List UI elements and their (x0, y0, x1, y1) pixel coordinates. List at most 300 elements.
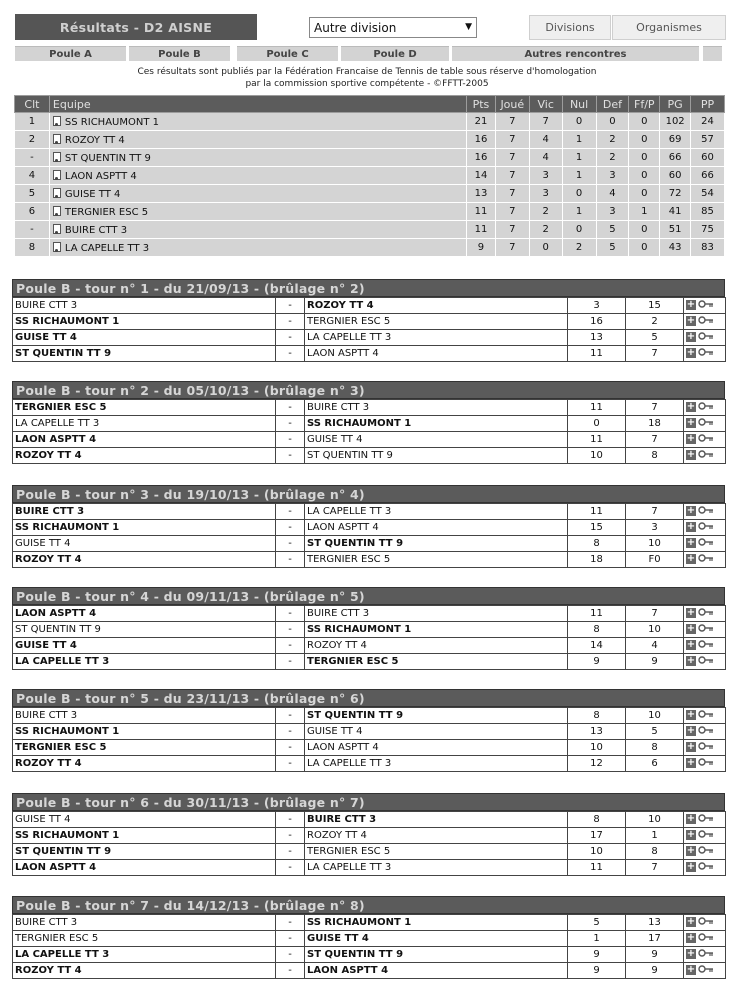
away-team: LAON ASPTT 4 (305, 740, 568, 756)
standings-cell: 5 (596, 221, 629, 239)
away-team: ROZOY TT 4 (305, 638, 568, 654)
away-team: BUIRE CTT 3 (305, 812, 568, 828)
match-separator: - (276, 860, 305, 876)
match-actions (684, 536, 726, 552)
match-actions (684, 860, 726, 876)
home-score: 10 (568, 740, 626, 756)
match-row (13, 947, 726, 963)
away-score: 7 (626, 504, 684, 520)
team-name[interactable]: ROZOY TT 4 (64, 134, 125, 146)
plus-icon[interactable]: + (686, 417, 696, 429)
standings-row (15, 185, 725, 203)
standings-cell: 57 (691, 131, 725, 149)
match-separator: - (276, 536, 305, 552)
away-team: BUIRE CTT 3 (305, 606, 568, 622)
away-team: GUISE TT 4 (305, 724, 568, 740)
key-icon[interactable] (698, 522, 714, 533)
match-separator: - (276, 622, 305, 638)
key-icon[interactable] (698, 402, 714, 413)
round-matches-table (12, 297, 726, 362)
standings-team-cell[interactable] (49, 203, 466, 221)
standings-cell: 0 (629, 221, 660, 239)
home-score: 16 (568, 314, 626, 330)
document-icon[interactable] (53, 224, 61, 234)
key-icon[interactable] (698, 830, 714, 841)
team-name[interactable]: ST QUENTIN TT 9 (64, 152, 151, 164)
away-team: LA CAPELLE TT 3 (305, 504, 568, 520)
standings-cell: 7 (495, 113, 529, 131)
standings-cell: 0 (629, 149, 660, 167)
standings-cell: 9 (467, 239, 496, 257)
plus-icon[interactable]: + (686, 607, 696, 619)
home-score: 8 (568, 536, 626, 552)
standings-header-cell: Pts (467, 96, 496, 113)
standings-cell: 75 (691, 221, 725, 239)
organismes-button[interactable]: Organismes (612, 15, 726, 40)
round-title: Poule B - tour n° 4 - du 09/11/13 - (brûlage n° 5) (12, 587, 725, 605)
standings-row (15, 113, 725, 131)
document-icon[interactable] (53, 116, 61, 126)
match-row (13, 330, 726, 346)
plus-icon[interactable]: + (686, 964, 696, 976)
home-team: LA CAPELLE TT 3 (13, 416, 276, 432)
match-separator: - (276, 346, 305, 362)
standings-header-cell: Vic (529, 96, 562, 113)
standings-header-cell: Joué (495, 96, 529, 113)
key-icon[interactable] (698, 418, 714, 429)
standings-cell: 11 (467, 203, 496, 221)
plus-icon[interactable]: + (686, 449, 696, 461)
key-icon[interactable] (698, 624, 714, 635)
key-icon[interactable] (698, 300, 714, 311)
match-row (13, 724, 726, 740)
away-score: 10 (626, 536, 684, 552)
key-icon[interactable] (698, 316, 714, 327)
away-score: 18 (626, 416, 684, 432)
match-actions (684, 314, 726, 330)
team-name[interactable]: TERGNIER ESC 5 (64, 206, 149, 218)
away-team: SS RICHAUMONT 1 (305, 915, 568, 931)
key-icon[interactable] (698, 862, 714, 873)
key-icon[interactable] (698, 933, 714, 944)
plus-icon[interactable]: + (686, 505, 696, 517)
home-team: SS RICHAUMONT 1 (13, 520, 276, 536)
home-score: 11 (568, 346, 626, 362)
standings-cell: 3 (596, 203, 629, 221)
key-icon[interactable] (698, 710, 714, 721)
plus-icon[interactable]: + (686, 916, 696, 928)
standings-team-cell[interactable] (49, 185, 466, 203)
key-icon[interactable] (698, 742, 714, 753)
standings-table (14, 95, 725, 257)
home-team: GUISE TT 4 (13, 812, 276, 828)
document-icon[interactable] (53, 188, 61, 198)
away-team: LA CAPELLE TT 3 (305, 330, 568, 346)
match-separator: - (276, 504, 305, 520)
match-row (13, 963, 726, 979)
home-team: ST QUENTIN TT 9 (13, 346, 276, 362)
match-actions (684, 298, 726, 314)
standings-cell: 85 (691, 203, 725, 221)
match-separator: - (276, 740, 305, 756)
key-icon[interactable] (698, 348, 714, 359)
match-row (13, 740, 726, 756)
away-team: TERGNIER ESC 5 (305, 844, 568, 860)
standings-cell: 1 (562, 167, 596, 185)
plus-icon[interactable]: + (686, 433, 696, 445)
key-icon[interactable] (698, 332, 714, 343)
standings-cell: 43 (660, 239, 691, 257)
match-separator: - (276, 432, 305, 448)
standings-team-cell[interactable] (49, 167, 466, 185)
standings-cell: 16 (467, 131, 496, 149)
match-actions (684, 724, 726, 740)
away-team: LA CAPELLE TT 3 (305, 756, 568, 772)
plus-icon[interactable]: + (686, 709, 696, 721)
away-score: F0 (626, 552, 684, 568)
tab-poule-c[interactable]: Poule C (237, 46, 338, 61)
standings-cell: 60 (691, 149, 725, 167)
match-separator: - (276, 947, 305, 963)
team-name[interactable]: GUISE TT 4 (64, 188, 121, 200)
standings-cell: 2 (529, 203, 562, 221)
home-score: 8 (568, 812, 626, 828)
match-row (13, 298, 726, 314)
key-icon[interactable] (698, 846, 714, 857)
standings-header-cell: Equipe (49, 96, 466, 113)
round-title: Poule B - tour n° 5 - du 23/11/13 - (brûlage n° 6) (12, 689, 725, 707)
team-name[interactable]: SS RICHAUMONT 1 (64, 116, 159, 128)
match-actions (684, 346, 726, 362)
home-score: 9 (568, 654, 626, 670)
header-bar (15, 14, 726, 40)
standings-cell: 83 (691, 239, 725, 257)
standings-row (15, 239, 725, 257)
home-score: 8 (568, 622, 626, 638)
key-icon[interactable] (698, 506, 714, 517)
away-score: 1 (626, 828, 684, 844)
standings-cell: 2 (596, 131, 629, 149)
standings-cell: 7 (495, 131, 529, 149)
away-team: TERGNIER ESC 5 (305, 654, 568, 670)
standings-cell: 4 (529, 149, 562, 167)
match-actions (684, 931, 726, 947)
match-row (13, 552, 726, 568)
round-title: Poule B - tour n° 6 - du 30/11/13 - (brûlage n° 7) (12, 793, 725, 811)
home-team: ROZOY TT 4 (13, 963, 276, 979)
plus-icon[interactable]: + (686, 845, 696, 857)
match-row (13, 638, 726, 654)
key-icon[interactable] (698, 917, 714, 928)
chevron-down-icon: ▼ (465, 22, 472, 32)
plus-icon[interactable]: + (686, 725, 696, 737)
match-separator: - (276, 314, 305, 330)
round-title: Poule B - tour n° 3 - du 19/10/13 - (brûlage n° 4) (12, 485, 725, 503)
key-icon[interactable] (698, 608, 714, 619)
standings-cell: 7 (495, 167, 529, 185)
standings-cell: 0 (629, 131, 660, 149)
home-score: 11 (568, 860, 626, 876)
round-title: Poule B - tour n° 7 - du 14/12/13 - (brûlage n° 8) (12, 896, 725, 914)
standings-cell: 21 (467, 113, 496, 131)
key-icon[interactable] (698, 656, 714, 667)
match-actions (684, 520, 726, 536)
standings-cell: - (15, 221, 50, 239)
tab-poule-a[interactable]: Poule A (15, 46, 126, 61)
standings-team-cell[interactable] (49, 239, 466, 257)
standings-row (15, 221, 725, 239)
standings-body (15, 113, 725, 257)
standings-cell: 0 (562, 185, 596, 203)
round-matches-table (12, 707, 726, 772)
match-actions (684, 552, 726, 568)
standings-cell: 2 (15, 131, 50, 149)
home-score: 12 (568, 756, 626, 772)
standings-cell: 7 (495, 149, 529, 167)
match-separator: - (276, 400, 305, 416)
match-row (13, 915, 726, 931)
round-title: Poule B - tour n° 2 - du 05/10/13 - (brûlage n° 3) (12, 381, 725, 399)
key-icon[interactable] (698, 434, 714, 445)
document-icon[interactable] (53, 134, 61, 144)
home-score: 18 (568, 552, 626, 568)
plus-icon[interactable]: + (686, 757, 696, 769)
standings-team-cell[interactable] (49, 221, 466, 239)
match-actions (684, 740, 726, 756)
match-actions (684, 416, 726, 432)
standings-cell: 7 (495, 221, 529, 239)
plus-icon[interactable]: + (686, 331, 696, 343)
plus-icon[interactable]: + (686, 299, 696, 311)
standings-cell: 1 (629, 203, 660, 221)
away-score: 5 (626, 724, 684, 740)
away-score: 7 (626, 432, 684, 448)
match-actions (684, 432, 726, 448)
plus-icon[interactable]: + (686, 347, 696, 359)
home-score: 17 (568, 828, 626, 844)
team-name[interactable]: LAON ASPTT 4 (64, 170, 137, 182)
plus-icon[interactable]: + (686, 623, 696, 635)
home-score: 14 (568, 638, 626, 654)
home-score: 3 (568, 298, 626, 314)
match-row (13, 536, 726, 552)
away-team: BUIRE CTT 3 (305, 400, 568, 416)
match-actions (684, 622, 726, 638)
round-matches-table (12, 605, 726, 670)
away-team: ST QUENTIN TT 9 (305, 536, 568, 552)
standings-row (15, 167, 725, 185)
match-separator: - (276, 724, 305, 740)
standings-cell: 2 (596, 149, 629, 167)
home-score: 10 (568, 448, 626, 464)
plus-icon[interactable]: + (686, 829, 696, 841)
match-row (13, 448, 726, 464)
standings-cell: 0 (562, 113, 596, 131)
team-name[interactable]: BUIRE CTT 3 (64, 224, 128, 236)
key-icon[interactable] (698, 640, 714, 651)
key-icon[interactable] (698, 554, 714, 565)
standings-team-cell[interactable] (49, 131, 466, 149)
division-select-value: Autre division (314, 20, 397, 35)
away-team: ST QUENTIN TT 9 (305, 708, 568, 724)
away-score: 8 (626, 844, 684, 860)
home-team: LAON ASPTT 4 (13, 606, 276, 622)
standings-header-cell: PG (660, 96, 691, 113)
away-team: LA CAPELLE TT 3 (305, 860, 568, 876)
plus-icon[interactable]: + (686, 813, 696, 825)
round-block (12, 587, 725, 670)
document-icon[interactable] (53, 170, 61, 180)
standings-cell: 3 (529, 167, 562, 185)
key-icon[interactable] (698, 758, 714, 769)
standings-cell: 24 (691, 113, 725, 131)
match-row (13, 708, 726, 724)
document-icon[interactable] (53, 242, 61, 252)
round-matches-table (12, 503, 726, 568)
match-separator: - (276, 828, 305, 844)
plus-icon[interactable]: + (686, 521, 696, 533)
standings-cell: 4 (529, 131, 562, 149)
match-separator: - (276, 915, 305, 931)
notice-line-1: Ces résultats sont publiés par la Fédération Francaise de Tennis de table sous réserve d'homologation (137, 67, 597, 77)
key-icon[interactable] (698, 726, 714, 737)
match-row (13, 504, 726, 520)
home-score: 15 (568, 520, 626, 536)
team-name[interactable]: LA CAPELLE TT 3 (64, 242, 150, 254)
plus-icon[interactable]: + (686, 315, 696, 327)
plus-icon[interactable]: + (686, 932, 696, 944)
match-row (13, 654, 726, 670)
match-separator: - (276, 448, 305, 464)
away-score: 9 (626, 963, 684, 979)
match-separator: - (276, 552, 305, 568)
standings-cell: 11 (467, 221, 496, 239)
standings-team-cell[interactable] (49, 149, 466, 167)
standings-row (15, 149, 725, 167)
key-icon[interactable] (698, 450, 714, 461)
match-separator: - (276, 756, 305, 772)
match-actions (684, 756, 726, 772)
away-score: 9 (626, 654, 684, 670)
plus-icon[interactable]: + (686, 537, 696, 549)
match-actions (684, 844, 726, 860)
away-team: ROZOY TT 4 (305, 298, 568, 314)
standings-cell: 60 (660, 167, 691, 185)
match-actions (684, 708, 726, 724)
match-separator: - (276, 606, 305, 622)
plus-icon[interactable]: + (686, 741, 696, 753)
tab-poule-d[interactable]: Poule D (341, 46, 449, 61)
plus-icon[interactable]: + (686, 655, 696, 667)
match-actions (684, 654, 726, 670)
standings-cell: 2 (529, 221, 562, 239)
page-title: Résultats - D2 AISNE (15, 14, 257, 40)
match-row (13, 520, 726, 536)
standings-cell: 54 (691, 185, 725, 203)
key-icon[interactable] (698, 814, 714, 825)
division-select[interactable] (309, 17, 477, 38)
tab-poule-b[interactable]: Poule B (129, 46, 230, 61)
standings-row (15, 131, 725, 149)
match-row (13, 346, 726, 362)
standings-team-cell[interactable] (49, 113, 466, 131)
standings-cell: 0 (529, 239, 562, 257)
away-team: LAON ASPTT 4 (305, 346, 568, 362)
standings-cell: 0 (629, 167, 660, 185)
standings-cell: 5 (596, 239, 629, 257)
match-row (13, 314, 726, 330)
plus-icon[interactable]: + (686, 948, 696, 960)
document-icon[interactable] (53, 206, 61, 216)
home-team: LA CAPELLE TT 3 (13, 947, 276, 963)
match-row (13, 828, 726, 844)
home-score: 11 (568, 504, 626, 520)
home-team: TERGNIER ESC 5 (13, 931, 276, 947)
home-score: 0 (568, 416, 626, 432)
standings-header-cell: Clt (15, 96, 50, 113)
round-block (12, 381, 725, 464)
standings-cell: 72 (660, 185, 691, 203)
round-matches-table (12, 914, 726, 979)
key-icon[interactable] (698, 965, 714, 976)
away-team: ST QUENTIN TT 9 (305, 448, 568, 464)
round-block (12, 485, 725, 568)
home-team: LA CAPELLE TT 3 (13, 654, 276, 670)
home-team: BUIRE CTT 3 (13, 915, 276, 931)
standings-cell: 1 (562, 203, 596, 221)
away-team: SS RICHAUMONT 1 (305, 622, 568, 638)
standings-cell: 16 (467, 149, 496, 167)
plus-icon[interactable]: + (686, 861, 696, 873)
match-separator: - (276, 654, 305, 670)
round-block (12, 896, 725, 979)
home-score: 1 (568, 931, 626, 947)
standings-cell: 1 (15, 113, 50, 131)
notice-line-2: par la commission sportive compétente - ©FFTT-2005 (245, 79, 489, 89)
plus-icon[interactable]: + (686, 639, 696, 651)
standings-cell: 66 (660, 149, 691, 167)
standings-cell: 7 (529, 113, 562, 131)
match-actions (684, 504, 726, 520)
away-score: 8 (626, 448, 684, 464)
document-icon[interactable] (53, 152, 61, 162)
away-score: 8 (626, 740, 684, 756)
key-icon[interactable] (698, 538, 714, 549)
plus-icon[interactable]: + (686, 401, 696, 413)
home-team: TERGNIER ESC 5 (13, 400, 276, 416)
away-team: SS RICHAUMONT 1 (305, 416, 568, 432)
standings-cell: 5 (15, 185, 50, 203)
standings-cell: 4 (596, 185, 629, 203)
home-team: BUIRE CTT 3 (13, 504, 276, 520)
home-team: ROZOY TT 4 (13, 448, 276, 464)
match-separator: - (276, 931, 305, 947)
standings-cell: 14 (467, 167, 496, 185)
divisions-button[interactable]: Divisions (529, 15, 611, 40)
away-score: 4 (626, 638, 684, 654)
tab-autres-rencontres[interactable]: Autres rencontres (452, 46, 699, 61)
home-team: LAON ASPTT 4 (13, 432, 276, 448)
away-score: 2 (626, 314, 684, 330)
round-matches-table (12, 811, 726, 876)
standings-cell: 6 (15, 203, 50, 221)
match-separator: - (276, 520, 305, 536)
match-actions (684, 638, 726, 654)
pool-tabs (15, 46, 722, 61)
key-icon[interactable] (698, 949, 714, 960)
plus-icon[interactable]: + (686, 553, 696, 565)
round-block (12, 689, 725, 772)
